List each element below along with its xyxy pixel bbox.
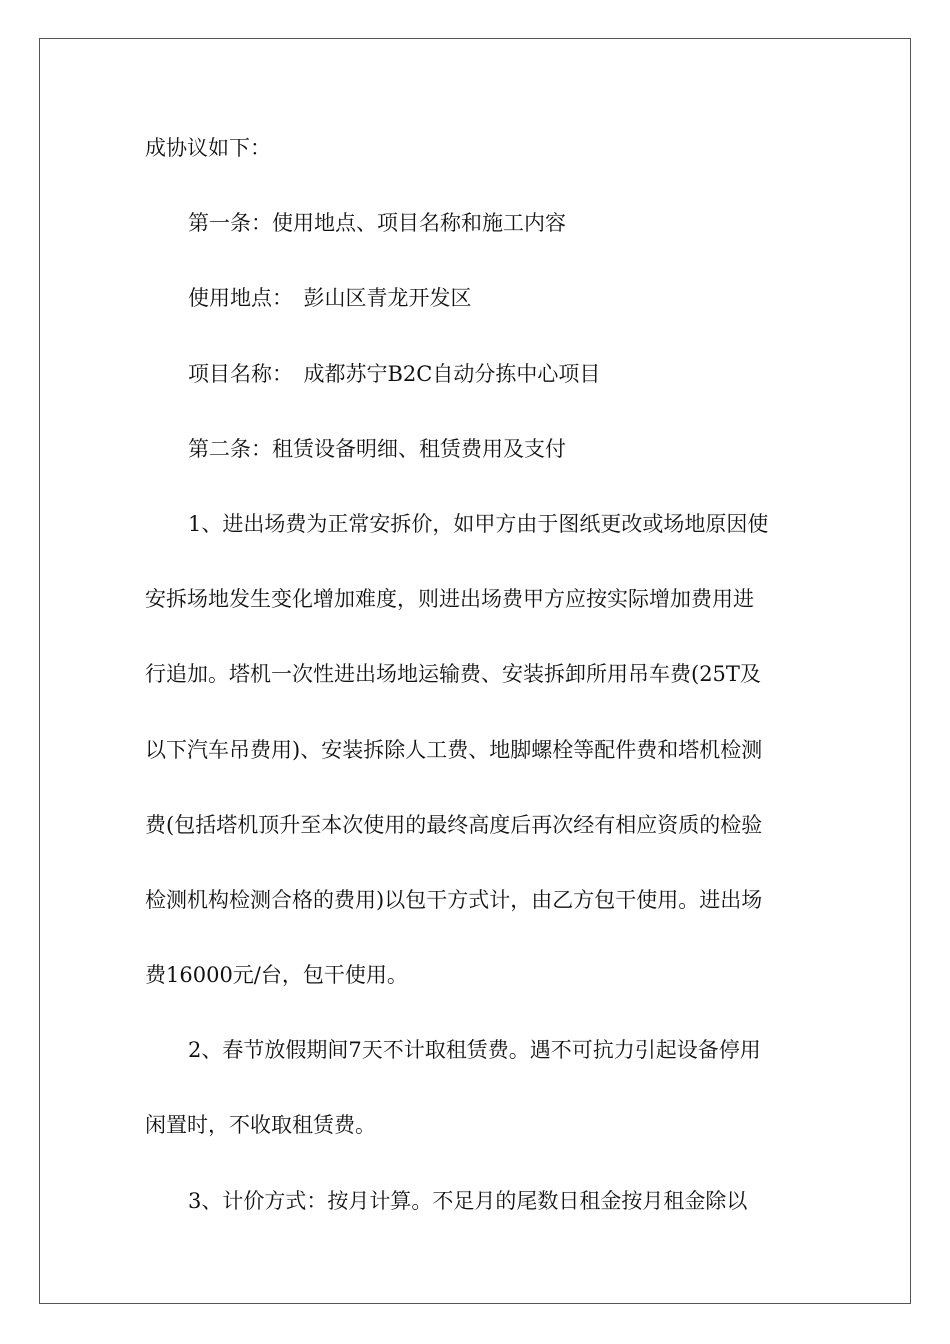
line-gap [145, 544, 805, 582]
clause-2-line-1: 2、春节放假期间7天不计取租赁费。遇不可抗力引起设备停用 [188, 1038, 761, 1063]
paragraph-line-intro: 成协议如下： [145, 136, 271, 160]
clause-2-line-2: 闲置时，不收取租赁费。 [145, 1113, 376, 1138]
usage-location: 使用地点： 彭山区青龙开发区 [188, 286, 472, 311]
clause-1-line-2: 安拆场地发生变化增加难度，则进出场费甲方应按实际增加费用进 [145, 587, 754, 612]
document-body [145, 130, 805, 1220]
article-2-heading: 第二条：租赁设备明细、租赁费用及支付 [188, 436, 566, 461]
line-gap [145, 995, 805, 1033]
line-gap [145, 919, 805, 957]
line-gap [145, 1145, 805, 1183]
line-gap [145, 468, 805, 506]
line-gap [145, 243, 805, 281]
article-1-heading: 第一条：使用地点、项目名称和施工内容 [188, 211, 566, 236]
line-gap [145, 694, 805, 732]
line-gap [145, 844, 805, 882]
line-gap [145, 168, 805, 206]
clause-1-line-3: 行追加。塔机一次性进出场地运输费、安装拆卸所用吊车费(25T及 [145, 662, 761, 687]
clause-3-line-1: 3、计价方式：按月计算。不足月的尾数日租金按月租金除以 [188, 1188, 748, 1213]
line-gap [145, 769, 805, 807]
line-gap [145, 318, 805, 356]
line-gap [145, 1070, 805, 1108]
clause-1-line-5: 费(包括塔机顶升至本次使用的最终高度后再次经有相应资质的检验 [145, 812, 763, 837]
project-name: 项目名称： 成都苏宁B2C自动分拣中心项目 [188, 361, 601, 386]
clause-1-line-6: 检测机构检测合格的费用)以包干方式计，由乙方包干使用。进出场 [145, 887, 763, 912]
line-gap [145, 393, 805, 431]
clause-1-line-1: 1、进出场费为正常安拆价，如甲方由于图纸更改或场地原因使 [188, 511, 769, 536]
clause-1-line-4: 以下汽车吊费用)、安装拆除人工费、地脚螺栓等配件费和塔机检测 [145, 737, 763, 762]
clause-1-line-7: 费16000元/台，包干使用。 [145, 963, 408, 988]
line-gap [145, 619, 805, 657]
